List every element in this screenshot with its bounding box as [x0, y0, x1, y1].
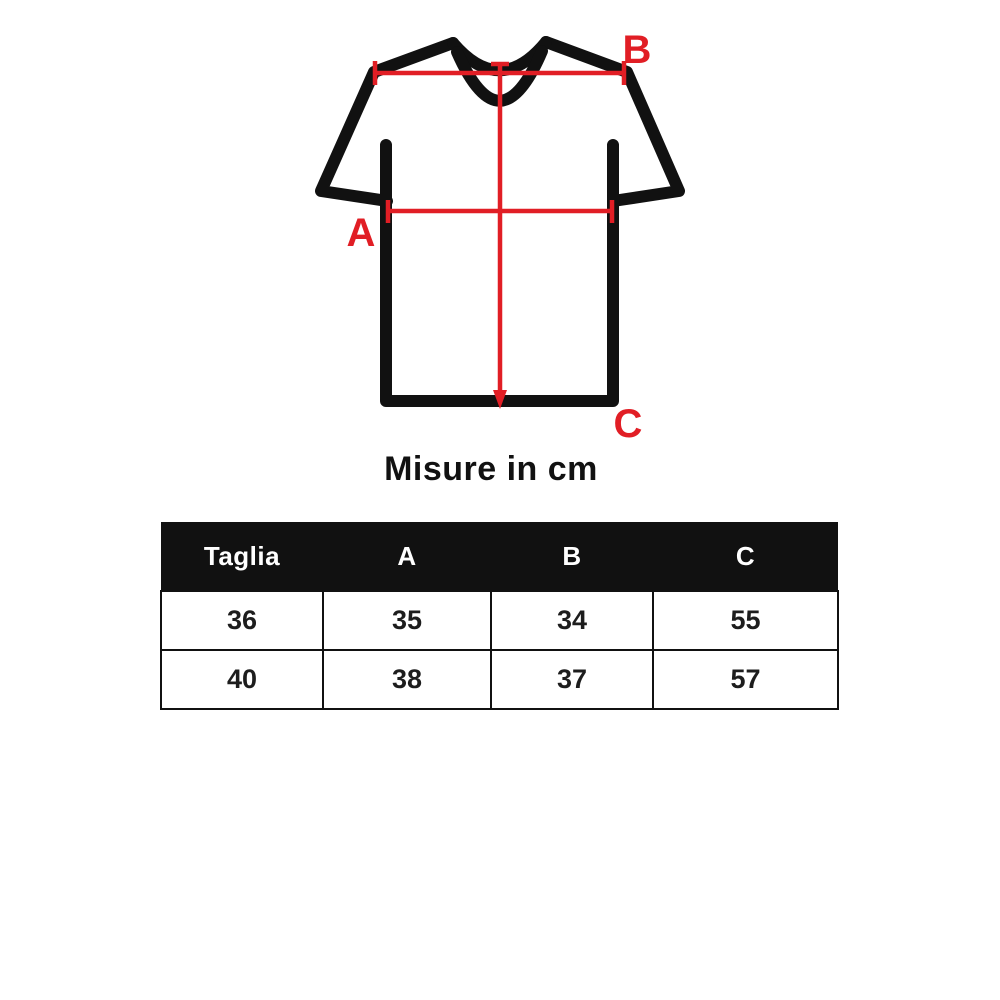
header-cell-c: C: [653, 522, 838, 591]
label-c: C: [613, 402, 643, 446]
label-a: A: [346, 211, 376, 255]
measurement-line-c: [491, 64, 509, 409]
cell-b: 34: [491, 591, 653, 650]
cell-taglia: 40: [161, 650, 323, 709]
page-title: Misure in cm: [384, 450, 598, 488]
header-cell-a: A: [323, 522, 491, 591]
cell-taglia: 36: [161, 591, 323, 650]
cell-b: 37: [491, 650, 653, 709]
cell-c: 57: [653, 650, 838, 709]
header-cell-taglia: Taglia: [161, 522, 323, 591]
cell-c: 55: [653, 591, 838, 650]
size-table: [160, 522, 839, 710]
header-cell-b: B: [491, 522, 653, 591]
tshirt-diagram: [0, 0, 1000, 460]
table-row: [161, 650, 838, 709]
table-row: [161, 591, 838, 650]
cell-a: 38: [323, 650, 491, 709]
label-b: B: [622, 28, 652, 72]
cell-a: 35: [323, 591, 491, 650]
table-header-row: [161, 522, 838, 591]
